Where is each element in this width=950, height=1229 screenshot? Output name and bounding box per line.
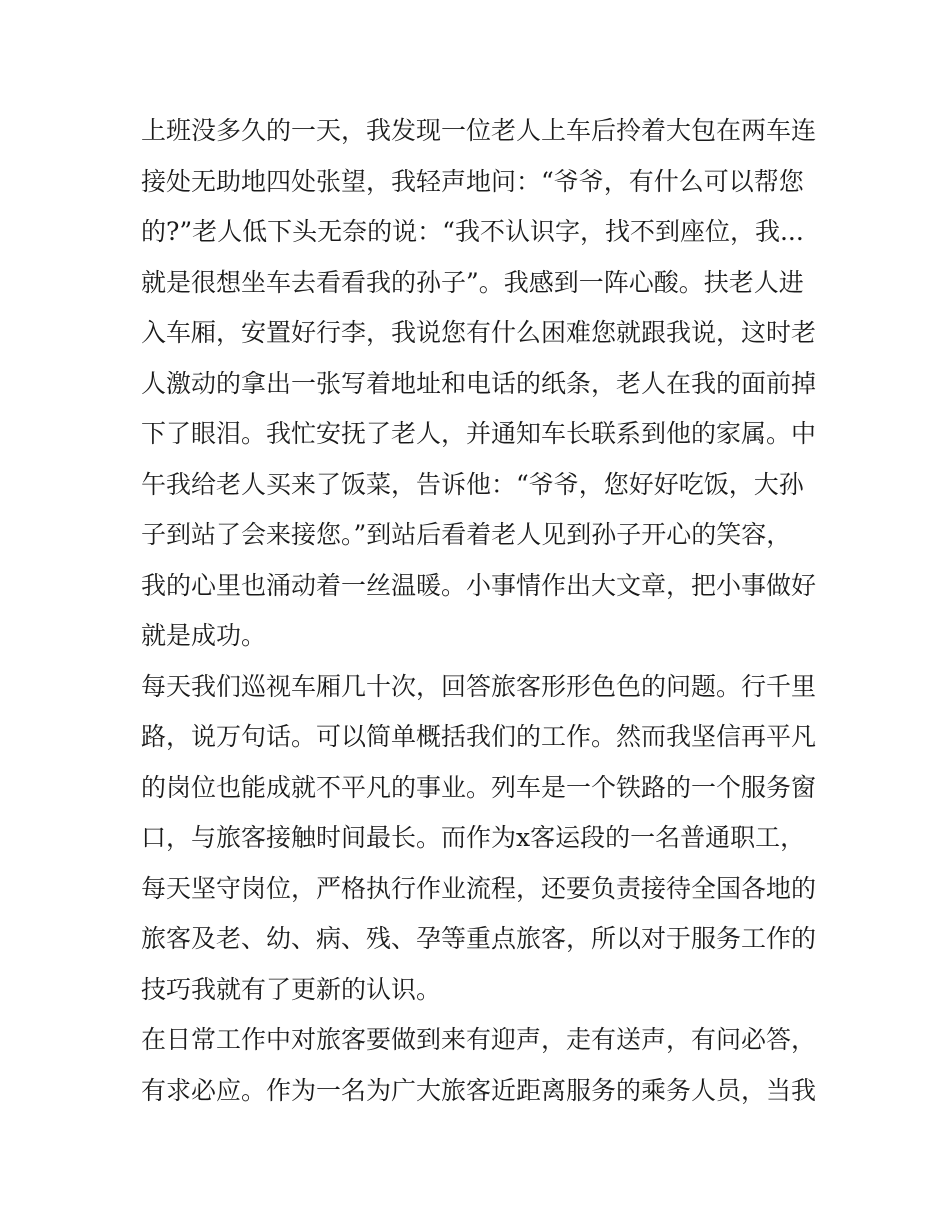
text-line: 技巧我就有了更新的认识。	[141, 974, 442, 1004]
document-body	[141, 106, 821, 1116]
text-line: 旅客及老、幼、病、残、孕等重点旅客，所以对于服务工作的	[141, 924, 817, 953]
text-line: 上班没多久的一天，我发现一位老人上车后拎着大包在两车连	[141, 116, 817, 145]
text-line: 在日常工作中对旅客要做到来有迎声，走有送声，有问必答，	[141, 1025, 817, 1054]
text-line: 接处无助地四处张望，我轻声地问：“爷爷，有什么可以帮您	[141, 166, 804, 196]
text-line: 我的心里也涌动着一丝温暖。小事情作出大文章，把小事做好	[141, 570, 817, 600]
text-line: 每天坚守岗位，严格执行作业流程，还要负责接待全国各地的	[141, 873, 817, 903]
text-line: 入车厢，安置好行李，我说您有什么困难您就跟我说，这时老	[141, 318, 817, 347]
text-line: 的?”老人低下头无奈的说：“我不认识字，找不到座位，我...	[141, 217, 804, 246]
text-line: 的岗位也能成就不平凡的事业。列车是一个铁路的一个服务窗	[141, 772, 817, 802]
text-line: 人激动的拿出一张写着地址和电话的纸条，老人在我的面前掉	[141, 368, 817, 398]
text-line: 路，说万句话。可以简单概括我们的工作。然而我坚信再平凡	[141, 722, 817, 751]
text-line: 午我给老人买来了饭菜，告诉他：“爷爷，您好好吃饭，大孙	[141, 469, 804, 499]
text-line: 有求必应。作为一名为广大旅客近距离服务的乘务人员，当我	[141, 1075, 817, 1105]
paragraph-2	[141, 662, 821, 1016]
text-line: 下了眼泪。我忙安抚了老人，并通知车长联系到他的家属。中	[141, 419, 817, 448]
text-line: 口，与旅客接触时间最长。而作为x客运段的一名普通职工，	[141, 823, 806, 852]
text-line: 就是很想坐车去看看我的孙子”。我感到一阵心酸。扶老人进	[141, 267, 804, 297]
paragraph-1	[141, 106, 821, 662]
paragraph-3	[141, 1015, 821, 1116]
text-line: 子到站了会来接您。”到站后看着老人见到孙子开心的笑容，	[141, 520, 792, 549]
text-line: 就是成功。	[141, 621, 267, 650]
text-line: 每天我们巡视车厢几十次，回答旅客形形色色的问题。行千里	[141, 671, 817, 701]
